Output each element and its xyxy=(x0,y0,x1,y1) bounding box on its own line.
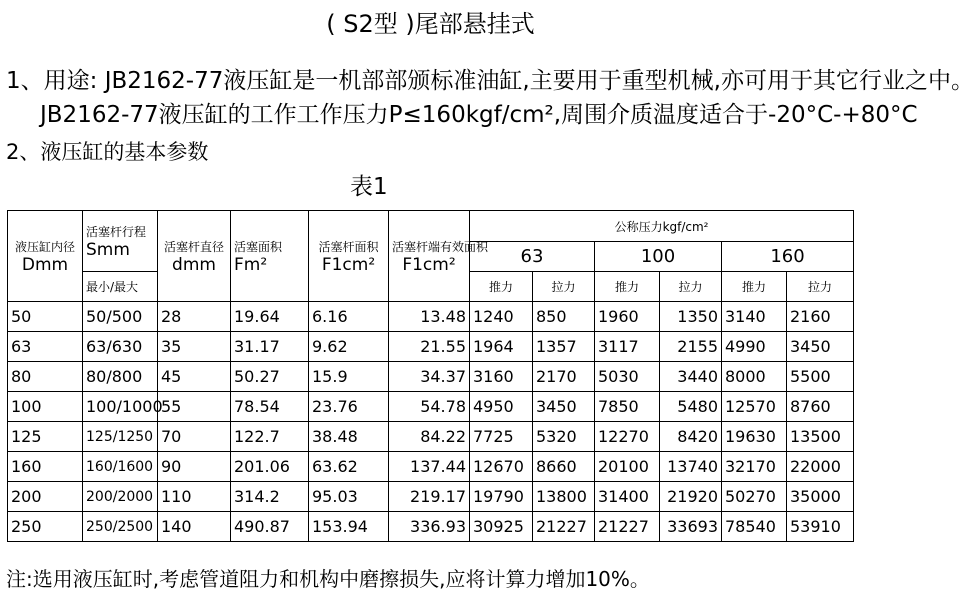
cell-pull-160: 5500 xyxy=(787,362,854,392)
cell-piston-area: 31.17 xyxy=(231,332,309,362)
cell-pull-100: 3440 xyxy=(660,362,722,392)
cell-rod-diameter: 55 xyxy=(158,392,231,422)
cell-piston-area: 122.7 xyxy=(231,422,309,452)
cell-pull-160: 22000 xyxy=(787,452,854,482)
cell-pull-63: 5320 xyxy=(533,422,595,452)
usage-line-1: 1、用途: JB2162-77液压缸是一机部部颁标准油缸,主要用于重型机械,亦可用于其它行业之中。 xyxy=(6,68,974,94)
header-stroke: 活塞杆行程 Smm xyxy=(83,211,158,272)
parameters-table xyxy=(7,210,854,542)
cell-rod-diameter: 140 xyxy=(158,512,231,542)
cell-push-63: 12670 xyxy=(470,452,533,482)
cell-pull-160: 53910 xyxy=(787,512,854,542)
table-body xyxy=(8,302,854,542)
cell-pull-100: 8420 xyxy=(660,422,722,452)
header-rod-area: 活塞杆面积 F1cm² xyxy=(309,211,389,302)
header-piston-area: 活塞面积 Fm² xyxy=(231,211,309,302)
cell-stroke: 100/1000 xyxy=(83,392,158,422)
cell-effective-area: 84.22 xyxy=(389,422,470,452)
section-heading-parameters: 2、液压缸的基本参数 xyxy=(6,140,209,164)
cell-stroke: 63/630 xyxy=(83,332,158,362)
cell-push-63: 3160 xyxy=(470,362,533,392)
cell-stroke: 250/2500 xyxy=(83,512,158,542)
cell-rod-diameter: 90 xyxy=(158,452,231,482)
header-pull: 拉力 xyxy=(660,272,722,302)
cell-bore: 80 xyxy=(8,362,83,392)
header-nominal-pressure: 公称压力kgf/cm² xyxy=(470,211,854,242)
cell-pull-160: 2160 xyxy=(787,302,854,332)
cell-push-63: 30925 xyxy=(470,512,533,542)
cell-rod-diameter: 70 xyxy=(158,422,231,452)
cell-push-160: 12570 xyxy=(722,392,787,422)
cell-rod-area: 95.03 xyxy=(309,482,389,512)
table-row xyxy=(8,422,854,452)
cell-push-100: 20100 xyxy=(595,452,660,482)
cell-pull-63: 8660 xyxy=(533,452,595,482)
cell-bore: 100 xyxy=(8,392,83,422)
cell-effective-area: 34.37 xyxy=(389,362,470,392)
cell-piston-area: 314.2 xyxy=(231,482,309,512)
header-pressure-63: 63 xyxy=(470,242,595,272)
page-title: ( S2型 )尾部悬挂式 xyxy=(326,10,535,38)
cell-pull-63: 3450 xyxy=(533,392,595,422)
cell-pull-63: 13800 xyxy=(533,482,595,512)
cell-pull-63: 1357 xyxy=(533,332,595,362)
cell-pull-160: 8760 xyxy=(787,392,854,422)
cell-stroke: 160/1600 xyxy=(83,452,158,482)
cell-pull-63: 850 xyxy=(533,302,595,332)
table-row xyxy=(8,512,854,542)
table-row xyxy=(8,392,854,422)
table-row xyxy=(8,452,854,482)
cell-pull-100: 33693 xyxy=(660,512,722,542)
cell-rod-area: 153.94 xyxy=(309,512,389,542)
cell-pull-160: 3450 xyxy=(787,332,854,362)
usage-line-2: JB2162-77液压缸的工作工作压力P≤160kgf/cm²,周围介质温度适合于-20°C-+80°C xyxy=(40,102,918,128)
header-pressure-100: 100 xyxy=(595,242,722,272)
cell-push-160: 78540 xyxy=(722,512,787,542)
cell-rod-diameter: 28 xyxy=(158,302,231,332)
header-rod-diameter: 活塞杆直径 dmm xyxy=(158,211,231,302)
header-push: 推力 xyxy=(595,272,660,302)
header-stroke-min-max: 最小/最大 xyxy=(83,272,158,302)
cell-bore: 200 xyxy=(8,482,83,512)
cell-push-63: 4950 xyxy=(470,392,533,422)
header-push: 推力 xyxy=(470,272,533,302)
cell-push-63: 1964 xyxy=(470,332,533,362)
cell-effective-area: 13.48 xyxy=(389,302,470,332)
cell-pull-100: 2155 xyxy=(660,332,722,362)
cell-piston-area: 50.27 xyxy=(231,362,309,392)
header-pull: 拉力 xyxy=(533,272,595,302)
table-row xyxy=(8,302,854,332)
cell-push-63: 1240 xyxy=(470,302,533,332)
cell-rod-area: 15.9 xyxy=(309,362,389,392)
header-pull: 拉力 xyxy=(787,272,854,302)
cell-push-100: 31400 xyxy=(595,482,660,512)
table-row xyxy=(8,332,854,362)
cell-bore: 63 xyxy=(8,332,83,362)
cell-pull-160: 35000 xyxy=(787,482,854,512)
cell-piston-area: 19.64 xyxy=(231,302,309,332)
cell-bore: 160 xyxy=(8,452,83,482)
cell-rod-diameter: 45 xyxy=(158,362,231,392)
cell-piston-area: 78.54 xyxy=(231,392,309,422)
cell-rod-area: 63.62 xyxy=(309,452,389,482)
cell-push-100: 7850 xyxy=(595,392,660,422)
cell-pull-100: 1350 xyxy=(660,302,722,332)
cell-push-63: 7725 xyxy=(470,422,533,452)
cell-pull-63: 21227 xyxy=(533,512,595,542)
cell-stroke: 50/500 xyxy=(83,302,158,332)
cell-rod-diameter: 35 xyxy=(158,332,231,362)
cell-effective-area: 219.17 xyxy=(389,482,470,512)
cell-effective-area: 137.44 xyxy=(389,452,470,482)
header-effective-area: 活塞杆端有效面积 F1cm² xyxy=(389,211,470,302)
table-label: 表1 xyxy=(350,174,388,200)
cell-push-160: 32170 xyxy=(722,452,787,482)
cell-rod-diameter: 110 xyxy=(158,482,231,512)
header-bore: 液压缸内径 Dmm xyxy=(8,211,83,302)
cell-push-100: 1960 xyxy=(595,302,660,332)
table-row xyxy=(8,362,854,392)
cell-pull-100: 5480 xyxy=(660,392,722,422)
cell-stroke: 80/800 xyxy=(83,362,158,392)
header-pressure-160: 160 xyxy=(722,242,854,272)
cell-piston-area: 201.06 xyxy=(231,452,309,482)
cell-effective-area: 21.55 xyxy=(389,332,470,362)
cell-stroke: 125/1250 xyxy=(83,422,158,452)
cell-bore: 125 xyxy=(8,422,83,452)
cell-bore: 50 xyxy=(8,302,83,332)
cell-pull-100: 13740 xyxy=(660,452,722,482)
cell-stroke: 200/2000 xyxy=(83,482,158,512)
cell-rod-area: 38.48 xyxy=(309,422,389,452)
cell-effective-area: 54.78 xyxy=(389,392,470,422)
table-row xyxy=(8,482,854,512)
cell-bore: 250 xyxy=(8,512,83,542)
cell-rod-area: 6.16 xyxy=(309,302,389,332)
cell-push-160: 19630 xyxy=(722,422,787,452)
cell-pull-100: 21920 xyxy=(660,482,722,512)
cell-push-100: 21227 xyxy=(595,512,660,542)
cell-piston-area: 490.87 xyxy=(231,512,309,542)
cell-pull-160: 13500 xyxy=(787,422,854,452)
cell-push-100: 3117 xyxy=(595,332,660,362)
cell-rod-area: 23.76 xyxy=(309,392,389,422)
cell-push-100: 5030 xyxy=(595,362,660,392)
cell-push-160: 3140 xyxy=(722,302,787,332)
cell-effective-area: 336.93 xyxy=(389,512,470,542)
cell-push-160: 50270 xyxy=(722,482,787,512)
cell-push-100: 12270 xyxy=(595,422,660,452)
cell-push-160: 8000 xyxy=(722,362,787,392)
header-push: 推力 xyxy=(722,272,787,302)
cell-push-160: 4990 xyxy=(722,332,787,362)
cell-pull-63: 2170 xyxy=(533,362,595,392)
cell-rod-area: 9.62 xyxy=(309,332,389,362)
cell-push-63: 19790 xyxy=(470,482,533,512)
footnote: 注:选用液压缸时,考虑管道阻力和机构中磨擦损失,应将计算力增加10%。 xyxy=(6,567,650,591)
